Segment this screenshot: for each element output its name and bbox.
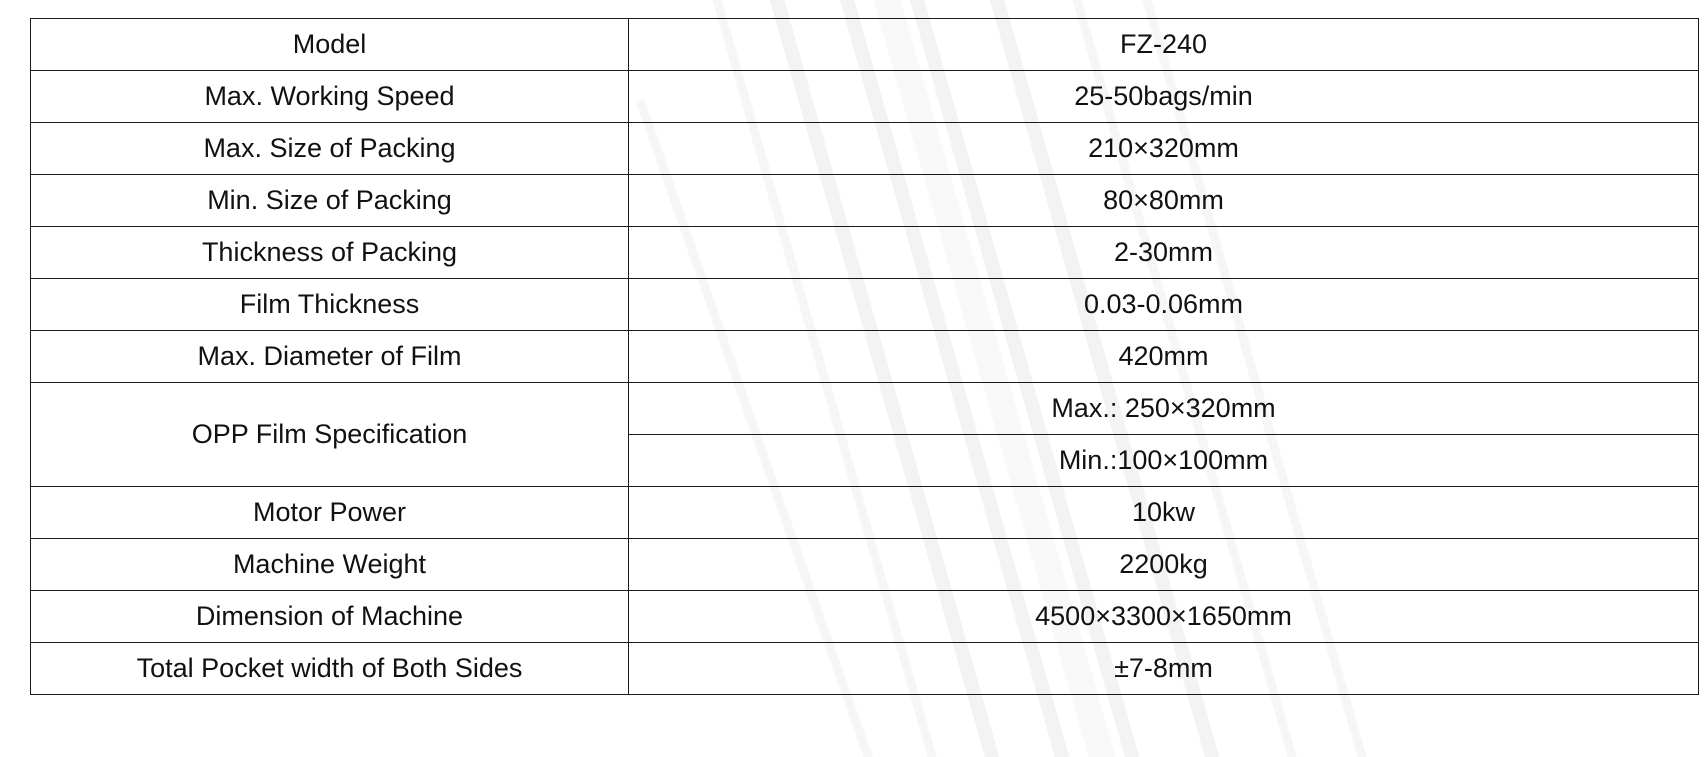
spec-value-secondary: Min.:100×100mm [629,435,1699,487]
table-row [31,19,1699,71]
spec-label: OPP Film Specification [31,383,629,487]
spec-value: 25-50bags/min [629,71,1699,123]
spec-label: Machine Weight [31,539,629,591]
table-row [31,331,1699,383]
spec-label: Max. Diameter of Film [31,331,629,383]
specification-table-container [30,18,1674,695]
spec-value: 80×80mm [629,175,1699,227]
table-row [31,227,1699,279]
spec-value: ±7-8mm [629,643,1699,695]
spec-label: Model [31,19,629,71]
spec-label: Film Thickness [31,279,629,331]
table-row [31,591,1699,643]
table-body [31,19,1699,695]
spec-label: Dimension of Machine [31,591,629,643]
table-row [31,643,1699,695]
spec-label: Motor Power [31,487,629,539]
spec-label: Max. Size of Packing [31,123,629,175]
spec-label: Total Pocket width of Both Sides [31,643,629,695]
spec-label: Max. Working Speed [31,71,629,123]
spec-value: Max.: 250×320mm [629,383,1699,435]
spec-label: Min. Size of Packing [31,175,629,227]
table-row [31,175,1699,227]
table-row [31,539,1699,591]
spec-value: 2200kg [629,539,1699,591]
spec-value: 2-30mm [629,227,1699,279]
spec-value: 420mm [629,331,1699,383]
specification-table [30,18,1699,695]
spec-value: 210×320mm [629,123,1699,175]
table-row [31,123,1699,175]
table-row [31,383,1699,435]
spec-value: FZ-240 [629,19,1699,71]
table-row [31,71,1699,123]
spec-value: 10kw [629,487,1699,539]
spec-value: 4500×3300×1650mm [629,591,1699,643]
table-row [31,487,1699,539]
spec-label: Thickness of Packing [31,227,629,279]
table-row [31,279,1699,331]
spec-value: 0.03-0.06mm [629,279,1699,331]
